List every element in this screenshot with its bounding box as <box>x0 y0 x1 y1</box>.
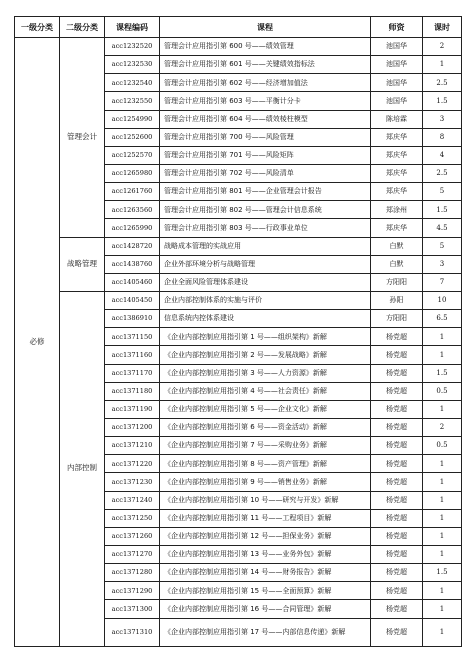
course-hours: 2.5 <box>423 74 462 92</box>
course-name: 《企业内部控制应用指引第 4 号——社会责任》新解 <box>160 382 371 400</box>
course-hours: 10 <box>423 291 462 309</box>
teacher-name: 陈培霖 <box>371 110 423 128</box>
course-code: acc1371260 <box>105 527 160 545</box>
course-code: acc1371180 <box>105 382 160 400</box>
course-hours: 5 <box>423 237 462 255</box>
course-hours: 1.5 <box>423 201 462 219</box>
course-table <box>14 16 462 647</box>
course-name: 《企业内部控制应用指引第 11 号——工程项目》新解 <box>160 509 371 527</box>
course-hours: 7 <box>423 273 462 291</box>
course-code: acc1261760 <box>105 183 160 201</box>
course-hours: 4 <box>423 146 462 164</box>
course-name: 管理会计应用指引第 700 号——风险管理 <box>160 128 371 146</box>
course-hours: 1 <box>423 509 462 527</box>
course-name: 《企业内部控制应用指引第 8 号——资产管理》新解 <box>160 455 371 473</box>
course-hours: 1.5 <box>423 564 462 582</box>
teacher-name: 郑庆华 <box>371 146 423 164</box>
course-name: 管理会计应用指引第 602 号——经济增加值法 <box>160 74 371 92</box>
course-hours: 3 <box>423 110 462 128</box>
course-code: acc1371240 <box>105 491 160 509</box>
course-name: 《企业内部控制应用指引第 2 号——发展战略》新解 <box>160 346 371 364</box>
course-name: 《企业内部控制应用指引第 10 号——研究与开发》新解 <box>160 491 371 509</box>
course-code: acc1371200 <box>105 418 160 436</box>
header-code: 课程编码 <box>105 17 160 38</box>
teacher-name: 池国华 <box>371 56 423 74</box>
course-code: acc1371280 <box>105 564 160 582</box>
teacher-name: 杨党超 <box>371 564 423 582</box>
course-hours: 1 <box>423 346 462 364</box>
course-name: 管理会计应用指引第 601 号——关键绩效指标法 <box>160 56 371 74</box>
course-name: 《企业内部控制应用指引第 12 号——担保业务》新解 <box>160 527 371 545</box>
teacher-name: 杨党超 <box>371 437 423 455</box>
course-name: 《企业内部控制应用指引第 16 号——合同管理》新解 <box>160 600 371 618</box>
course-code: acc1371230 <box>105 473 160 491</box>
teacher-name: 杨党超 <box>371 328 423 346</box>
header-teacher: 师资 <box>371 17 423 38</box>
table-row <box>15 237 462 255</box>
course-name: 管理会计应用指引第 600 号——绩效管理 <box>160 38 371 56</box>
table-body <box>15 38 462 647</box>
teacher-name: 郑庆华 <box>371 128 423 146</box>
course-name: 管理会计应用指引第 603 号——平衡计分卡 <box>160 92 371 110</box>
course-name: 《企业内部控制应用指引第 14 号——财务报告》新解 <box>160 564 371 582</box>
course-code: acc1371310 <box>105 618 160 646</box>
course-hours: 2 <box>423 418 462 436</box>
course-code: acc1371190 <box>105 400 160 418</box>
header-level1: 一级分类 <box>15 17 60 38</box>
course-name: 管理会计应用指引第 701 号——风险矩阵 <box>160 146 371 164</box>
course-code: acc1371150 <box>105 328 160 346</box>
course-hours: 1 <box>423 600 462 618</box>
teacher-name: 郑庆华 <box>371 183 423 201</box>
course-code: acc1232550 <box>105 92 160 110</box>
course-hours: 1 <box>423 582 462 600</box>
course-name: 企业全面风险管理体系建设 <box>160 273 371 291</box>
table-row <box>15 38 462 56</box>
course-code: acc1405460 <box>105 273 160 291</box>
header-hours: 课时 <box>423 17 462 38</box>
course-code: acc1371300 <box>105 600 160 618</box>
course-code: acc1371160 <box>105 346 160 364</box>
teacher-name: 方阳阳 <box>371 310 423 328</box>
course-name: 《企业内部控制应用指引第 13 号——业务外包》新解 <box>160 545 371 563</box>
course-name: 《企业内部控制应用指引第 7 号——采购业务》新解 <box>160 437 371 455</box>
course-hours: 6.5 <box>423 310 462 328</box>
course-code: acc1371250 <box>105 509 160 527</box>
course-name: 战略成本管理的实战应用 <box>160 237 371 255</box>
course-hours: 1 <box>423 545 462 563</box>
course-hours: 1 <box>423 618 462 646</box>
course-hours: 1 <box>423 56 462 74</box>
course-name: 管理会计应用指引第 801 号——企业管理会计报告 <box>160 183 371 201</box>
course-code: acc1405450 <box>105 291 160 309</box>
course-hours: 2.5 <box>423 164 462 182</box>
level2-category: 战略管理 <box>60 237 105 291</box>
course-code: acc1254990 <box>105 110 160 128</box>
teacher-name: 杨党超 <box>371 382 423 400</box>
course-hours: 1 <box>423 527 462 545</box>
course-hours: 3 <box>423 255 462 273</box>
course-hours: 5 <box>423 183 462 201</box>
course-name: 信息系统内控体系建设 <box>160 310 371 328</box>
course-name: 《企业内部控制应用指引第 5 号——企业文化》新解 <box>160 400 371 418</box>
course-hours: 4.5 <box>423 219 462 237</box>
course-code: acc1438760 <box>105 255 160 273</box>
teacher-name: 杨党超 <box>371 400 423 418</box>
teacher-name: 杨党超 <box>371 509 423 527</box>
course-hours: 0.5 <box>423 437 462 455</box>
course-hours: 8 <box>423 128 462 146</box>
level2-category: 管理会计 <box>60 38 105 238</box>
course-code: acc1265990 <box>105 219 160 237</box>
course-name: 企业内部控制体系的实施与评价 <box>160 291 371 309</box>
teacher-name: 孙阳 <box>371 291 423 309</box>
course-name: 《企业内部控制应用指引第 3 号——人力资源》新解 <box>160 364 371 382</box>
course-code: acc1371220 <box>105 455 160 473</box>
teacher-name: 杨党超 <box>371 418 423 436</box>
course-hours: 1 <box>423 455 462 473</box>
course-name: 管理会计应用指引第 803 号——行政事业单位 <box>160 219 371 237</box>
teacher-name: 郑庆华 <box>371 164 423 182</box>
table-header <box>15 17 462 38</box>
course-name: 管理会计应用指引第 604 号——绩效棱柱模型 <box>160 110 371 128</box>
course-hours: 1 <box>423 400 462 418</box>
course-name: 管理会计应用指引第 702 号——风险清单 <box>160 164 371 182</box>
header-row <box>15 17 462 38</box>
course-hours: 0.5 <box>423 382 462 400</box>
course-code: acc1428720 <box>105 237 160 255</box>
course-code: acc1232520 <box>105 38 160 56</box>
course-code: acc1371270 <box>105 545 160 563</box>
header-level2: 二级分类 <box>60 17 105 38</box>
teacher-name: 杨党超 <box>371 527 423 545</box>
teacher-name: 方阳阳 <box>371 273 423 291</box>
course-name: 管理会计应用指引第 802 号——管理会计信息系统 <box>160 201 371 219</box>
table-row <box>15 291 462 309</box>
level2-category: 内部控制 <box>60 291 105 646</box>
course-code: acc1371290 <box>105 582 160 600</box>
course-code: acc1263560 <box>105 201 160 219</box>
course-name: 《企业内部控制应用指引第 15 号——全面预算》新解 <box>160 582 371 600</box>
teacher-name: 白默 <box>371 237 423 255</box>
course-hours: 1.5 <box>423 364 462 382</box>
course-code: acc1386910 <box>105 310 160 328</box>
teacher-name: 郑涂州 <box>371 201 423 219</box>
course-name: 企业外部环境分析与战略管理 <box>160 255 371 273</box>
course-name: 《企业内部控制应用指引第 9 号——销售业务》新解 <box>160 473 371 491</box>
teacher-name: 杨党超 <box>371 364 423 382</box>
teacher-name: 白默 <box>371 255 423 273</box>
course-code: acc1371210 <box>105 437 160 455</box>
course-name: 《企业内部控制应用指引第 6 号——资金活动》新解 <box>160 418 371 436</box>
teacher-name: 杨党超 <box>371 455 423 473</box>
teacher-name: 杨党超 <box>371 582 423 600</box>
course-code: acc1252570 <box>105 146 160 164</box>
header-course: 课程 <box>160 17 371 38</box>
teacher-name: 池国华 <box>371 74 423 92</box>
course-code: acc1232530 <box>105 56 160 74</box>
teacher-name: 杨党超 <box>371 491 423 509</box>
course-code: acc1371170 <box>105 364 160 382</box>
course-name: 《企业内部控制应用指引第 1 号——组织架构》新解 <box>160 328 371 346</box>
course-table-container <box>14 16 461 647</box>
course-hours: 1 <box>423 473 462 491</box>
course-code: acc1265980 <box>105 164 160 182</box>
course-code: acc1252600 <box>105 128 160 146</box>
teacher-name: 池国华 <box>371 38 423 56</box>
course-hours: 2 <box>423 38 462 56</box>
level1-category: 必修 <box>15 38 60 647</box>
teacher-name: 杨党超 <box>371 545 423 563</box>
course-code: acc1232540 <box>105 74 160 92</box>
teacher-name: 郑庆华 <box>371 219 423 237</box>
teacher-name: 杨党超 <box>371 618 423 646</box>
course-name: 《企业内部控制应用指引第 17 号——内部信息传递》新解 <box>160 618 371 646</box>
teacher-name: 杨党超 <box>371 346 423 364</box>
course-hours: 1 <box>423 491 462 509</box>
course-hours: 1 <box>423 328 462 346</box>
teacher-name: 杨党超 <box>371 600 423 618</box>
course-hours: 1.5 <box>423 92 462 110</box>
teacher-name: 杨党超 <box>371 473 423 491</box>
teacher-name: 池国华 <box>371 92 423 110</box>
